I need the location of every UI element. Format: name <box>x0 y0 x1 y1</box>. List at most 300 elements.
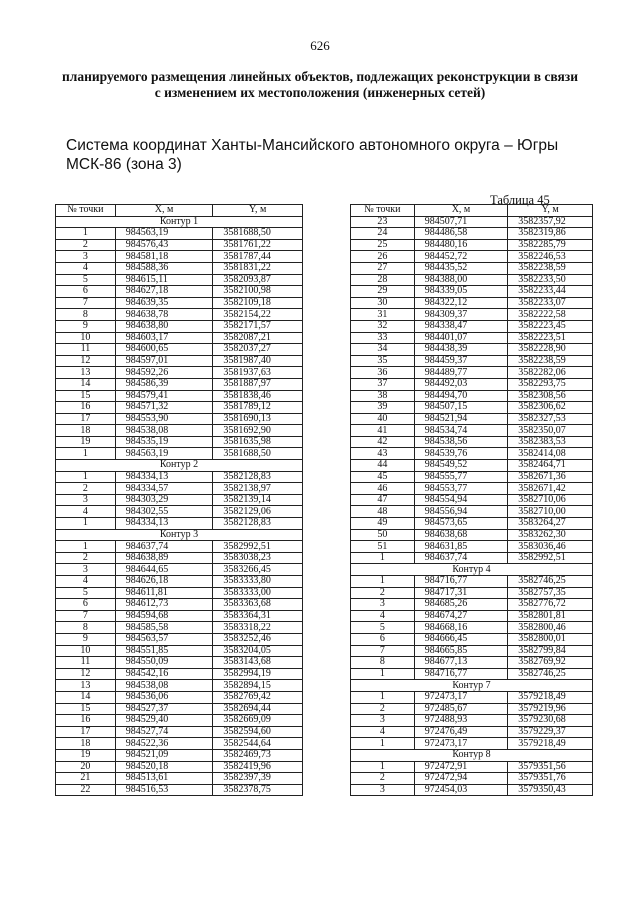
x-coordinate-cell: 984553,90 <box>115 413 213 425</box>
x-coordinate-cell: 984459,37 <box>414 355 508 367</box>
table-row <box>56 749 303 761</box>
table-row <box>56 344 303 356</box>
contour-label: Контур 1 <box>56 216 303 228</box>
point-number-cell: 1 <box>351 576 415 588</box>
y-coordinate-cell: 3581831,22 <box>213 262 303 274</box>
table-row <box>351 390 593 402</box>
x-coordinate-cell: 984534,74 <box>414 425 508 437</box>
point-number-cell: 11 <box>56 344 116 356</box>
y-coordinate-cell: 3582800,46 <box>508 622 593 634</box>
y-coordinate-cell: 3583036,46 <box>508 541 593 553</box>
point-number-cell: 1 <box>351 761 415 773</box>
x-coordinate-cell: 984334,57 <box>115 483 213 495</box>
y-coordinate-cell: 3583318,22 <box>213 622 303 634</box>
table-row <box>56 309 303 321</box>
table-row <box>351 344 593 356</box>
point-number-cell: 33 <box>351 332 415 344</box>
table-row <box>351 274 593 286</box>
point-number-cell: 1 <box>56 228 116 240</box>
point-number-cell: 2 <box>351 703 415 715</box>
y-coordinate-cell: 3582594,60 <box>213 726 303 738</box>
y-coordinate-cell: 3582357,92 <box>508 216 593 228</box>
y-coordinate-cell: 3582087,21 <box>213 332 303 344</box>
x-coordinate-cell: 984638,68 <box>414 529 508 541</box>
x-coordinate-cell: 984542,16 <box>115 668 213 680</box>
y-coordinate-cell: 3582769,92 <box>508 657 593 669</box>
table-row <box>351 460 593 472</box>
table-row <box>351 784 593 796</box>
x-coordinate-cell: 984638,80 <box>115 320 213 332</box>
y-coordinate-cell: 3582233,50 <box>508 274 593 286</box>
y-coordinate-cell: 3582746,25 <box>508 576 593 588</box>
y-coordinate-cell: 3583266,45 <box>213 564 303 576</box>
x-coordinate-cell: 984551,85 <box>115 645 213 657</box>
point-number-cell: 37 <box>351 378 415 390</box>
table-header-row <box>56 205 303 217</box>
point-number-cell: 28 <box>351 274 415 286</box>
table-row <box>351 286 593 298</box>
point-number-cell: 3 <box>56 494 116 506</box>
point-number-cell: 16 <box>56 715 116 727</box>
point-number-cell: 5 <box>351 622 415 634</box>
table-row <box>56 413 303 425</box>
column-header-y: Y, м <box>508 205 593 217</box>
contour-header-row <box>351 564 593 576</box>
point-number-cell: 16 <box>56 402 116 414</box>
y-coordinate-cell: 3581635,98 <box>213 436 303 448</box>
x-coordinate-cell: 984666,45 <box>414 633 508 645</box>
x-coordinate-cell: 984492,03 <box>414 378 508 390</box>
y-coordinate-cell: 3582769,42 <box>213 691 303 703</box>
y-coordinate-cell: 3582397,39 <box>213 773 303 785</box>
point-number-cell: 42 <box>351 436 415 448</box>
point-number-cell: 1 <box>351 691 415 703</box>
contour-header-row <box>351 680 593 692</box>
table-row <box>56 378 303 390</box>
table-row <box>351 378 593 390</box>
point-number-cell: 1 <box>351 668 415 680</box>
x-coordinate-cell: 984716,77 <box>414 576 508 588</box>
table-row <box>351 773 593 785</box>
x-coordinate-cell: 984486,58 <box>414 228 508 240</box>
table-row <box>351 494 593 506</box>
y-coordinate-cell: 3581688,50 <box>213 448 303 460</box>
point-number-cell: 8 <box>56 309 116 321</box>
y-coordinate-cell: 3583333,80 <box>213 576 303 588</box>
point-number-cell: 4 <box>351 610 415 622</box>
x-coordinate-cell: 972485,67 <box>414 703 508 715</box>
x-coordinate-cell: 984555,77 <box>414 471 508 483</box>
table-row <box>351 320 593 332</box>
table-row <box>351 262 593 274</box>
table-row <box>351 633 593 645</box>
point-number-cell: 29 <box>351 286 415 298</box>
table-row <box>351 691 593 703</box>
x-coordinate-cell: 984573,65 <box>414 518 508 530</box>
x-coordinate-cell: 972454,03 <box>414 784 508 796</box>
x-coordinate-cell: 972472,94 <box>414 773 508 785</box>
x-coordinate-cell: 984581,18 <box>115 251 213 263</box>
point-number-cell: 27 <box>351 262 415 274</box>
column-header-point: № точки <box>351 205 415 217</box>
x-coordinate-cell: 984322,12 <box>414 297 508 309</box>
y-coordinate-cell: 3582894,15 <box>213 680 303 692</box>
point-number-cell: 2 <box>56 483 116 495</box>
y-coordinate-cell: 3582757,35 <box>508 587 593 599</box>
y-coordinate-cell: 3582129,06 <box>213 506 303 518</box>
contour-label: Контур 3 <box>56 529 303 541</box>
y-coordinate-cell: 3582800,01 <box>508 633 593 645</box>
y-coordinate-cell: 3583038,23 <box>213 552 303 564</box>
y-coordinate-cell: 3582246,53 <box>508 251 593 263</box>
coordinates-table-right <box>350 204 593 796</box>
x-coordinate-cell: 984674,27 <box>414 610 508 622</box>
x-coordinate-cell: 984309,37 <box>414 309 508 321</box>
y-coordinate-cell: 3582694,44 <box>213 703 303 715</box>
table-row <box>351 309 593 321</box>
point-number-cell: 12 <box>56 668 116 680</box>
table-row <box>351 703 593 715</box>
x-coordinate-cell: 984536,06 <box>115 691 213 703</box>
point-number-cell: 45 <box>351 471 415 483</box>
x-coordinate-cell: 984579,41 <box>115 390 213 402</box>
x-coordinate-cell: 984520,18 <box>115 761 213 773</box>
point-number-cell: 46 <box>351 483 415 495</box>
x-coordinate-cell: 984388,00 <box>414 274 508 286</box>
table-row <box>351 367 593 379</box>
point-number-cell: 23 <box>351 216 415 228</box>
table-header-row <box>351 205 593 217</box>
point-number-cell: 1 <box>56 471 116 483</box>
y-coordinate-cell: 3582799,84 <box>508 645 593 657</box>
point-number-cell: 32 <box>351 320 415 332</box>
table-row <box>56 471 303 483</box>
x-coordinate-cell: 984538,56 <box>414 436 508 448</box>
x-coordinate-cell: 984603,17 <box>115 332 213 344</box>
y-coordinate-cell: 3583364,31 <box>213 610 303 622</box>
x-coordinate-cell: 984685,26 <box>414 599 508 611</box>
point-number-cell: 3 <box>56 251 116 263</box>
point-number-cell: 17 <box>56 413 116 425</box>
y-coordinate-cell: 3579219,96 <box>508 703 593 715</box>
y-coordinate-cell: 3582139,14 <box>213 494 303 506</box>
x-coordinate-cell: 984303,29 <box>115 494 213 506</box>
x-coordinate-cell: 984553,77 <box>414 483 508 495</box>
y-coordinate-cell: 3581838,46 <box>213 390 303 402</box>
y-coordinate-cell: 3582746,25 <box>508 668 593 680</box>
x-coordinate-cell: 984438,39 <box>414 344 508 356</box>
point-number-cell: 3 <box>351 784 415 796</box>
point-number-cell: 5 <box>56 274 116 286</box>
point-number-cell: 9 <box>56 633 116 645</box>
table-row <box>56 657 303 669</box>
point-number-cell: 4 <box>351 726 415 738</box>
table-row <box>56 773 303 785</box>
y-coordinate-cell: 3579351,76 <box>508 773 593 785</box>
y-coordinate-cell: 3582327,53 <box>508 413 593 425</box>
x-coordinate-cell: 984717,31 <box>414 587 508 599</box>
y-coordinate-cell: 3582233,44 <box>508 286 593 298</box>
x-coordinate-cell: 984592,26 <box>115 367 213 379</box>
x-coordinate-cell: 984538,08 <box>115 425 213 437</box>
point-number-cell: 8 <box>351 657 415 669</box>
table-row <box>56 645 303 657</box>
point-number-cell: 10 <box>56 332 116 344</box>
table-row <box>56 251 303 263</box>
page-number: 626 <box>310 38 330 53</box>
y-coordinate-cell: 3582544,64 <box>213 738 303 750</box>
point-number-cell: 5 <box>56 587 116 599</box>
table-row <box>351 436 593 448</box>
y-coordinate-cell: 3581688,50 <box>213 228 303 240</box>
table-row <box>351 332 593 344</box>
table-row <box>56 599 303 611</box>
x-coordinate-cell: 984571,32 <box>115 402 213 414</box>
table-row <box>351 297 593 309</box>
table-row <box>56 726 303 738</box>
point-number-cell: 7 <box>351 645 415 657</box>
point-number-cell: 4 <box>56 576 116 588</box>
table-row <box>351 228 593 240</box>
x-coordinate-cell: 972472,91 <box>414 761 508 773</box>
point-number-cell: 1 <box>56 448 116 460</box>
y-coordinate-cell: 3582776,72 <box>508 599 593 611</box>
y-coordinate-cell: 3582671,42 <box>508 483 593 495</box>
point-number-cell: 6 <box>56 286 116 298</box>
y-coordinate-cell: 3582469,73 <box>213 749 303 761</box>
document-title: планируемого размещения линейных объектов, подлежащих реконструкции в связи с изменением их местоположения (инженерных сетей) <box>62 69 578 100</box>
point-number-cell: 7 <box>56 297 116 309</box>
table-row <box>351 239 593 251</box>
x-coordinate-cell: 984627,18 <box>115 286 213 298</box>
table-row <box>56 587 303 599</box>
y-coordinate-cell: 3579351,56 <box>508 761 593 773</box>
x-coordinate-cell: 984638,78 <box>115 309 213 321</box>
y-coordinate-cell: 3582109,18 <box>213 297 303 309</box>
table-row <box>56 239 303 251</box>
y-coordinate-cell: 3581690,13 <box>213 413 303 425</box>
point-number-cell: 1 <box>351 738 415 750</box>
table-row <box>56 355 303 367</box>
x-coordinate-cell: 984521,94 <box>414 413 508 425</box>
coordinates-table-left <box>55 204 303 796</box>
table-row <box>351 610 593 622</box>
x-coordinate-cell: 984631,85 <box>414 541 508 553</box>
y-coordinate-cell: 3579229,37 <box>508 726 593 738</box>
y-coordinate-cell: 3582419,96 <box>213 761 303 773</box>
y-coordinate-cell: 3582037,27 <box>213 344 303 356</box>
table-row <box>351 413 593 425</box>
x-coordinate-cell: 984597,01 <box>115 355 213 367</box>
x-coordinate-cell: 984639,35 <box>115 297 213 309</box>
x-coordinate-cell: 984452,72 <box>414 251 508 263</box>
y-coordinate-cell: 3579230,68 <box>508 715 593 727</box>
point-number-cell: 30 <box>351 297 415 309</box>
y-coordinate-cell: 3582128,83 <box>213 471 303 483</box>
y-coordinate-cell: 3582100,98 <box>213 286 303 298</box>
column-header-point: № точки <box>56 205 116 217</box>
x-coordinate-cell: 984615,11 <box>115 274 213 286</box>
table-row <box>351 402 593 414</box>
table-row <box>351 761 593 773</box>
table-row <box>351 738 593 750</box>
x-coordinate-cell: 984401,07 <box>414 332 508 344</box>
table-row <box>56 622 303 634</box>
point-number-cell: 15 <box>56 703 116 715</box>
x-coordinate-cell: 984489,77 <box>414 367 508 379</box>
y-coordinate-cell: 3582414,08 <box>508 448 593 460</box>
point-number-cell: 15 <box>56 390 116 402</box>
point-number-cell: 17 <box>56 726 116 738</box>
point-number-cell: 1 <box>56 541 116 553</box>
y-coordinate-cell: 3583252,46 <box>213 633 303 645</box>
x-coordinate-cell: 984513,61 <box>115 773 213 785</box>
table-row <box>351 657 593 669</box>
y-coordinate-cell: 3582093,87 <box>213 274 303 286</box>
table-row <box>351 587 593 599</box>
x-coordinate-cell: 984527,37 <box>115 703 213 715</box>
table-row <box>56 552 303 564</box>
point-number-cell: 4 <box>56 262 116 274</box>
y-coordinate-cell: 3583262,30 <box>508 529 593 541</box>
point-number-cell: 7 <box>56 610 116 622</box>
x-coordinate-cell: 984594,68 <box>115 610 213 622</box>
x-coordinate-cell: 984539,76 <box>414 448 508 460</box>
y-coordinate-cell: 3582464,71 <box>508 460 593 472</box>
y-coordinate-cell: 3581761,22 <box>213 239 303 251</box>
x-coordinate-cell: 984302,55 <box>115 506 213 518</box>
table-row <box>56 761 303 773</box>
x-coordinate-cell: 984527,74 <box>115 726 213 738</box>
x-coordinate-cell: 984507,71 <box>414 216 508 228</box>
y-coordinate-cell: 3582128,83 <box>213 518 303 530</box>
x-coordinate-cell: 984638,89 <box>115 552 213 564</box>
y-coordinate-cell: 3581787,44 <box>213 251 303 263</box>
table-row <box>56 564 303 576</box>
point-number-cell: 2 <box>56 552 116 564</box>
table-row <box>56 332 303 344</box>
point-number-cell: 3 <box>351 599 415 611</box>
column-header-x: X, м <box>414 205 508 217</box>
point-number-cell: 14 <box>56 378 116 390</box>
table-row <box>56 436 303 448</box>
point-number-cell: 3 <box>56 564 116 576</box>
x-coordinate-cell: 984563,19 <box>115 228 213 240</box>
x-coordinate-cell: 984435,52 <box>414 262 508 274</box>
x-coordinate-cell: 984339,05 <box>414 286 508 298</box>
table-row <box>56 703 303 715</box>
y-coordinate-cell: 3582223,51 <box>508 332 593 344</box>
x-coordinate-cell: 984563,19 <box>115 448 213 460</box>
table-row <box>56 402 303 414</box>
table-row <box>351 645 593 657</box>
table-row <box>351 425 593 437</box>
x-coordinate-cell: 984563,57 <box>115 633 213 645</box>
point-number-cell: 47 <box>351 494 415 506</box>
point-number-cell: 44 <box>351 460 415 472</box>
table-row <box>351 355 593 367</box>
table-row <box>351 506 593 518</box>
point-number-cell: 14 <box>56 691 116 703</box>
point-number-cell: 35 <box>351 355 415 367</box>
point-number-cell: 41 <box>351 425 415 437</box>
y-coordinate-cell: 3581887,97 <box>213 378 303 390</box>
x-coordinate-cell: 984494,70 <box>414 390 508 402</box>
x-coordinate-cell: 984480,16 <box>414 239 508 251</box>
point-number-cell: 49 <box>351 518 415 530</box>
point-number-cell: 39 <box>351 402 415 414</box>
point-number-cell: 1 <box>351 552 415 564</box>
table-row <box>56 390 303 402</box>
table-row <box>351 622 593 634</box>
y-coordinate-cell: 3582222,58 <box>508 309 593 321</box>
table-row <box>56 610 303 622</box>
table-row <box>351 599 593 611</box>
table-row <box>351 251 593 263</box>
x-coordinate-cell: 984338,47 <box>414 320 508 332</box>
contour-header-row <box>56 529 303 541</box>
y-coordinate-cell: 3582671,36 <box>508 471 593 483</box>
table-row <box>351 529 593 541</box>
table-row <box>56 274 303 286</box>
table-caption: Таблица 45 <box>490 193 550 207</box>
x-coordinate-cell: 984716,77 <box>414 668 508 680</box>
table-row <box>351 448 593 460</box>
table-row <box>351 668 593 680</box>
x-coordinate-cell: 972473,17 <box>414 691 508 703</box>
point-number-cell: 22 <box>56 784 116 796</box>
point-number-cell: 13 <box>56 367 116 379</box>
point-number-cell: 18 <box>56 738 116 750</box>
x-coordinate-cell: 984535,19 <box>115 436 213 448</box>
point-number-cell: 2 <box>351 587 415 599</box>
x-coordinate-cell: 984588,36 <box>115 262 213 274</box>
table-row <box>56 506 303 518</box>
table-row <box>56 425 303 437</box>
x-coordinate-cell: 972476,49 <box>414 726 508 738</box>
y-coordinate-cell: 3582710,00 <box>508 506 593 518</box>
y-coordinate-cell: 3582383,53 <box>508 436 593 448</box>
table-row <box>56 494 303 506</box>
point-number-cell: 19 <box>56 436 116 448</box>
x-coordinate-cell: 984665,85 <box>414 645 508 657</box>
table-row <box>56 262 303 274</box>
x-coordinate-cell: 984554,94 <box>414 494 508 506</box>
contour-header-row <box>56 460 303 472</box>
table-row <box>56 668 303 680</box>
x-coordinate-cell: 984637,74 <box>414 552 508 564</box>
point-number-cell: 24 <box>351 228 415 240</box>
x-coordinate-cell: 972488,93 <box>414 715 508 727</box>
table-row <box>56 297 303 309</box>
point-number-cell: 6 <box>56 599 116 611</box>
contour-label: Контур 2 <box>56 460 303 472</box>
table-row <box>351 576 593 588</box>
point-number-cell: 3 <box>351 715 415 727</box>
contour-header-row <box>351 749 593 761</box>
point-number-cell: 38 <box>351 390 415 402</box>
point-number-cell: 8 <box>56 622 116 634</box>
point-number-cell: 2 <box>351 773 415 785</box>
table-row <box>351 216 593 228</box>
y-coordinate-cell: 3581789,12 <box>213 402 303 414</box>
y-coordinate-cell: 3581692,90 <box>213 425 303 437</box>
table-row <box>56 518 303 530</box>
y-coordinate-cell: 3582669,09 <box>213 715 303 727</box>
x-coordinate-cell: 984538,08 <box>115 680 213 692</box>
table-row <box>56 448 303 460</box>
x-coordinate-cell: 984612,73 <box>115 599 213 611</box>
